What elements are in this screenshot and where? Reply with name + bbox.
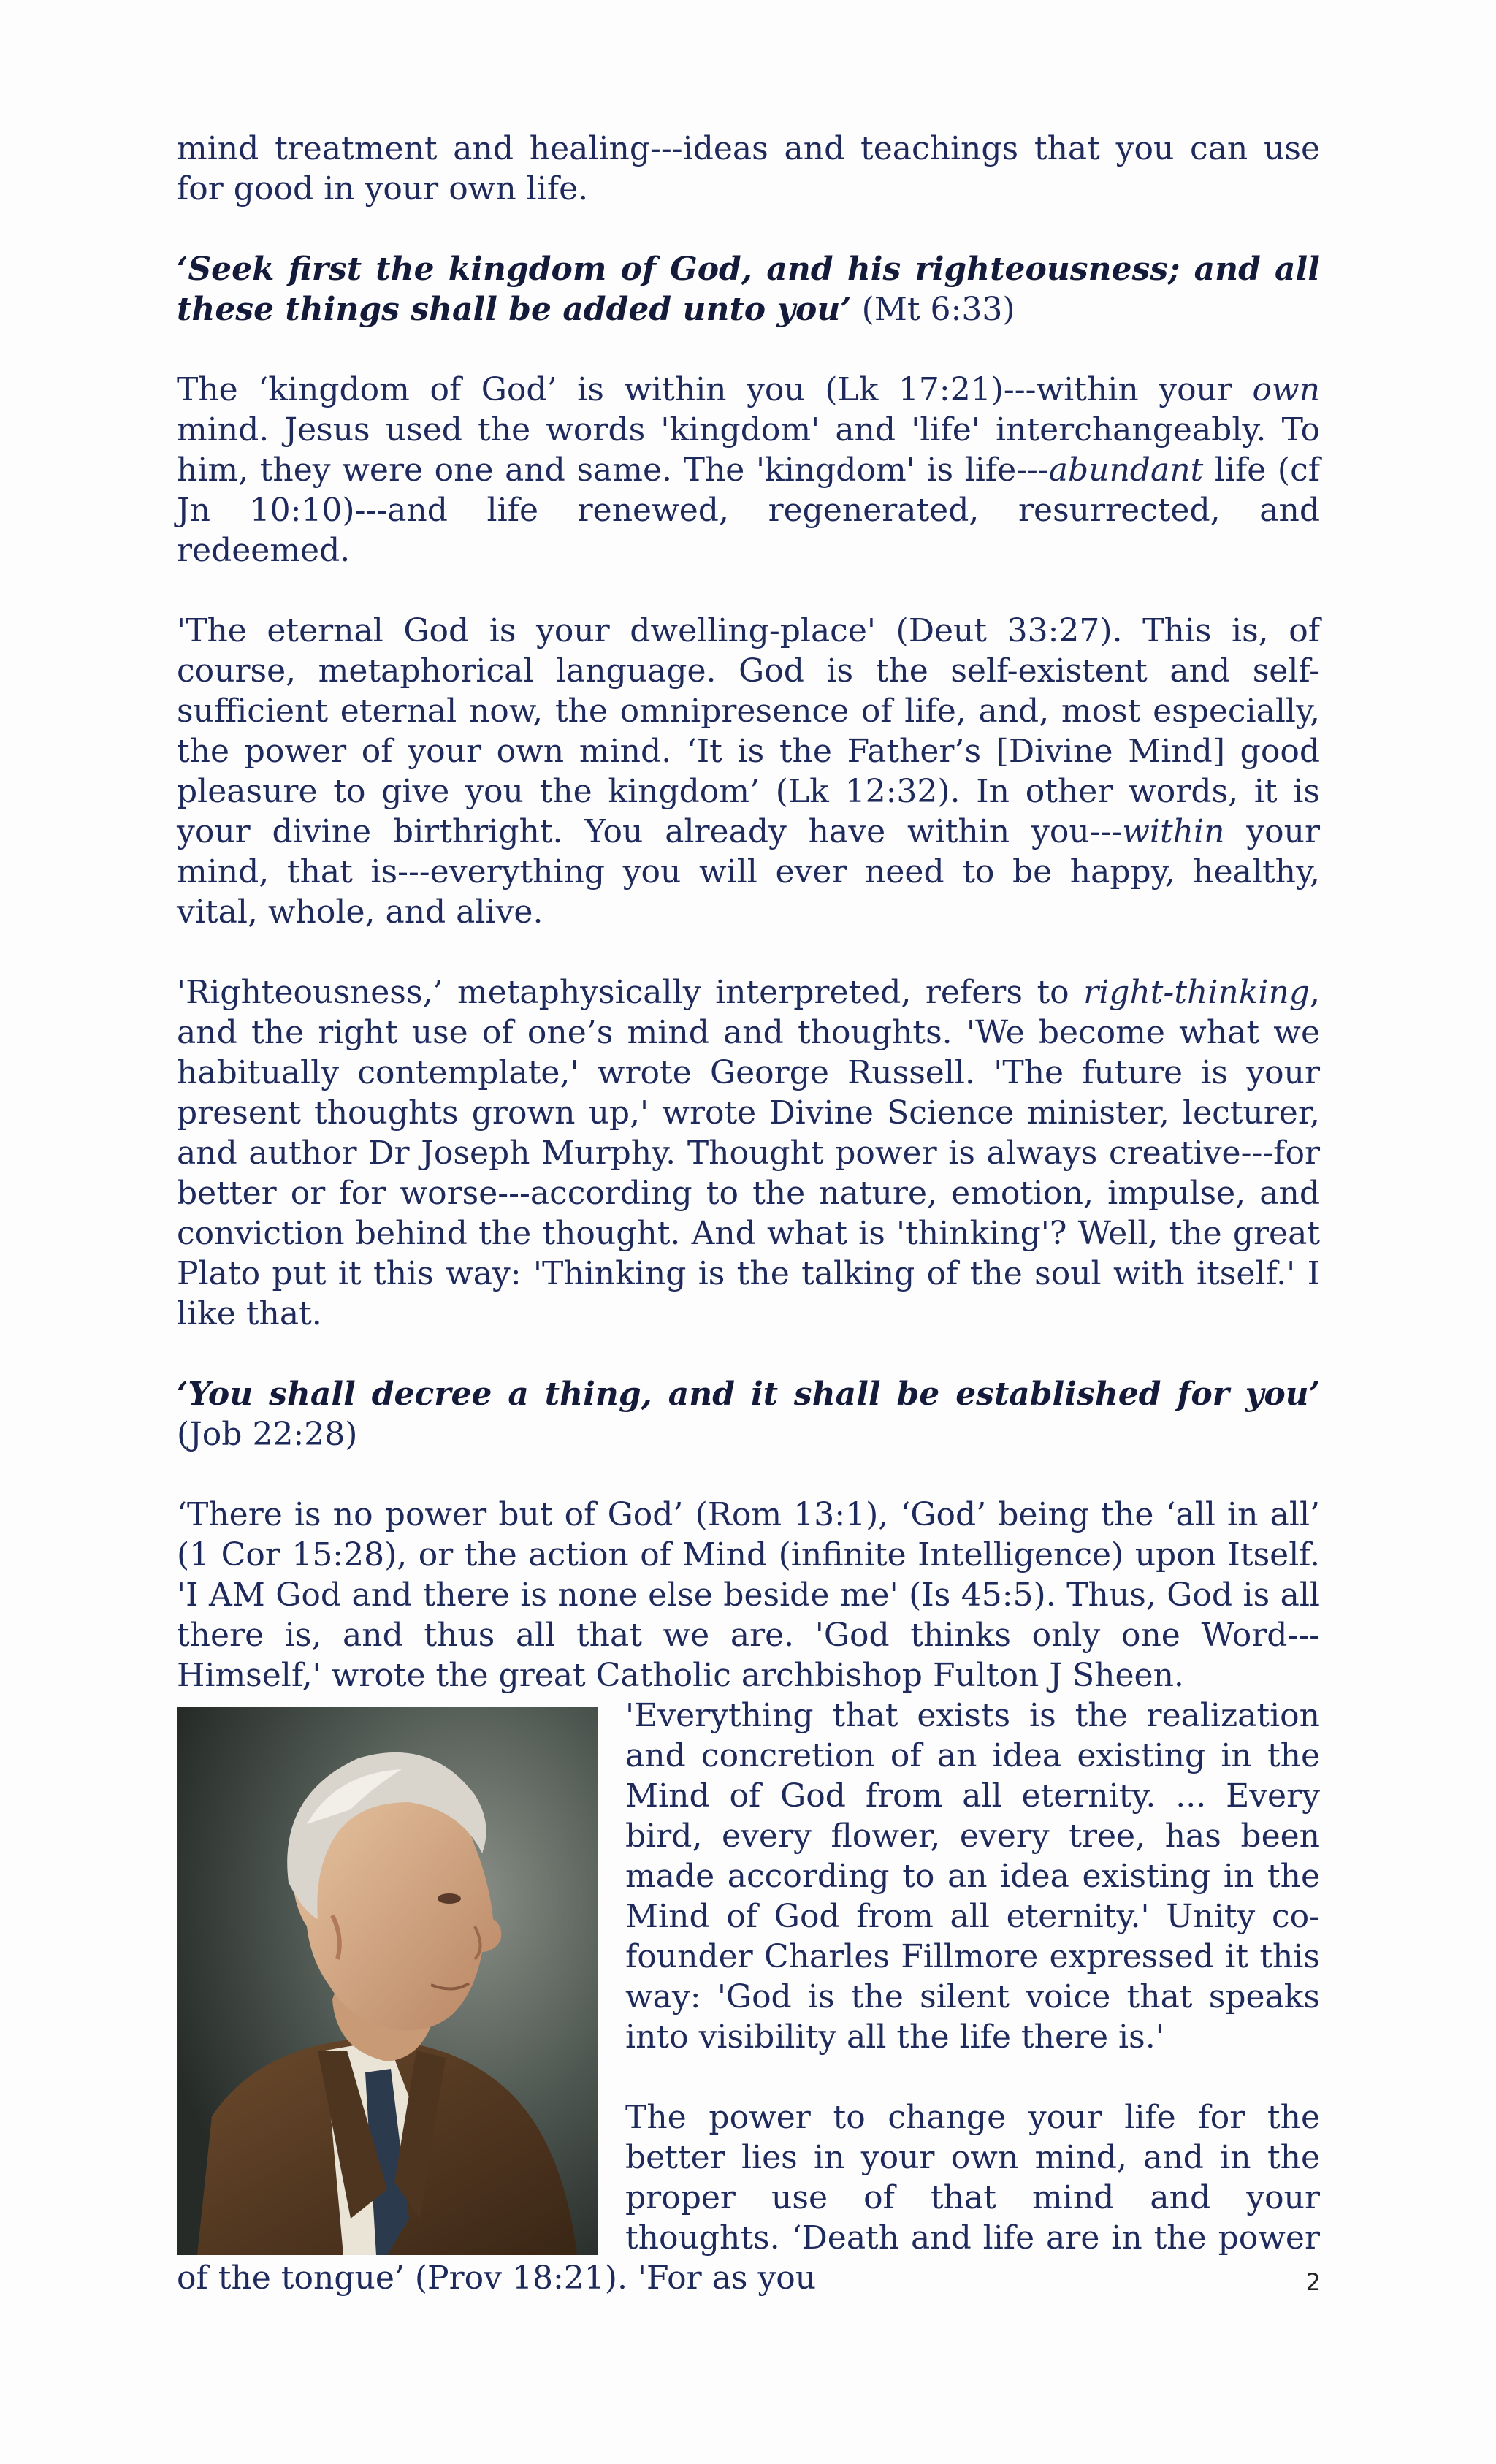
text-run: , and the right use of one’s mind and thoughts. 'We become what we habitually contemplate,' wrote George Russell. 'The future is your present thoughts grown up,' wrote Divine Science minister, lecturer, and author Dr Joseph Murphy. Thought power is always creative---for better or for worse---according to the nature, emotion, impulse, and conviction behind the thought. And what is 'thinking'? Well, the great Plato put it this way: 'Thinking is the talking of the soul with itself.' I like that. bbox=[177, 974, 1320, 1332]
emphasis-abundant: abundant bbox=[1048, 451, 1204, 489]
text-run: 'Righteousness,’ metaphysically interpreted, refers to bbox=[177, 974, 1084, 1011]
emphasis-within: within bbox=[1122, 813, 1225, 850]
emphasis-own: own bbox=[1252, 371, 1320, 408]
paragraph-kingdom bbox=[177, 370, 1320, 571]
body-text bbox=[177, 129, 1320, 2298]
scripture-reference: (Job 22:28) bbox=[177, 1416, 358, 1453]
page-number: 2 bbox=[1305, 2268, 1321, 2296]
text-run: life (cf Jn 10:10)---and life renewed, regenerated, resurrected, and redeemed. bbox=[177, 451, 1320, 569]
portrait-illustration bbox=[177, 1707, 598, 2255]
text-run: mind. Jesus used the words 'kingdom' and 'life' interchangeably. To him, they were one and same. The 'kingdom' is life--- bbox=[177, 411, 1320, 489]
paragraph-righteousness bbox=[177, 972, 1320, 1334]
portrait-painting bbox=[177, 1707, 598, 2255]
paragraph-sheen-quote: 'Everything that exists is the realization and concretion of an idea existing in the Mind of God from all eternity. ... Every bird, every flower, every tree, has been made according to an idea existing in the Mind of God from all eternity.' Unity co-founder Charles Fillmore expressed it this way: 'God is the silent voice that speaks into visibility all the life there is.' bbox=[625, 1697, 1320, 2056]
scripture-quote: ‘Seek first the kingdom of God, and his righteousness; and all these things shall be added unto you’ bbox=[177, 251, 1320, 328]
paragraph-decree bbox=[177, 1374, 1320, 1454]
scripture-reference: (Mt 6:33) bbox=[851, 291, 1015, 328]
text-run: 'The eternal God is your dwelling-place' (Deut 33:27). This is, of course, metaphorical language. God is the self-existent and self-sufficient eternal now, the omnipresence of life, and, most especially, the power of your own mind. ‘It is the Father’s [Divine Mind] good pleasure to give you the kingdom’ (Lk 12:32). In other words, it is your divine birthright. You already have within you--- bbox=[177, 612, 1320, 850]
paragraph-no-power: ‘There is no power but of God’ (Rom 13:1), ‘God’ being the ‘all in all’ (1 Cor 15:28), or the action of Mind (infinite Intelligence) upon Itself. 'I AM God and there is none else beside me' (Is 45:5). Thus, God is all there is, and thus all that we are. 'God thinks only one Word---Himself,' wrote the great Catholic archbishop Fulton J Sheen. bbox=[177, 1496, 1320, 1694]
paragraph-intro: mind treatment and healing---ideas and teachings that you can use for good in your own life. bbox=[177, 130, 1320, 207]
portrait-section bbox=[177, 1696, 1320, 2298]
paragraph-power-to-change: The power to change your life for the better lies in your own mind, and in the proper use of that mind and your thoughts. ‘Death and life are in the power of the tongue’ (Prov 18:21). 'For as you bbox=[177, 2099, 1320, 2297]
paragraph-seek-first bbox=[177, 249, 1320, 329]
emphasis-right-thinking: right-thinking bbox=[1083, 974, 1310, 1011]
scripture-quote: ‘You shall decree a thing, and it shall be established for you’ bbox=[177, 1376, 1320, 1413]
text-run: The ‘kingdom of God’ is within you (Lk 17:21)---within your bbox=[177, 371, 1253, 408]
paragraph-eternal-god bbox=[177, 611, 1320, 932]
text-run: your mind, that is---everything you will ever need to be happy, healthy, vital, whole, and alive. bbox=[177, 813, 1320, 931]
